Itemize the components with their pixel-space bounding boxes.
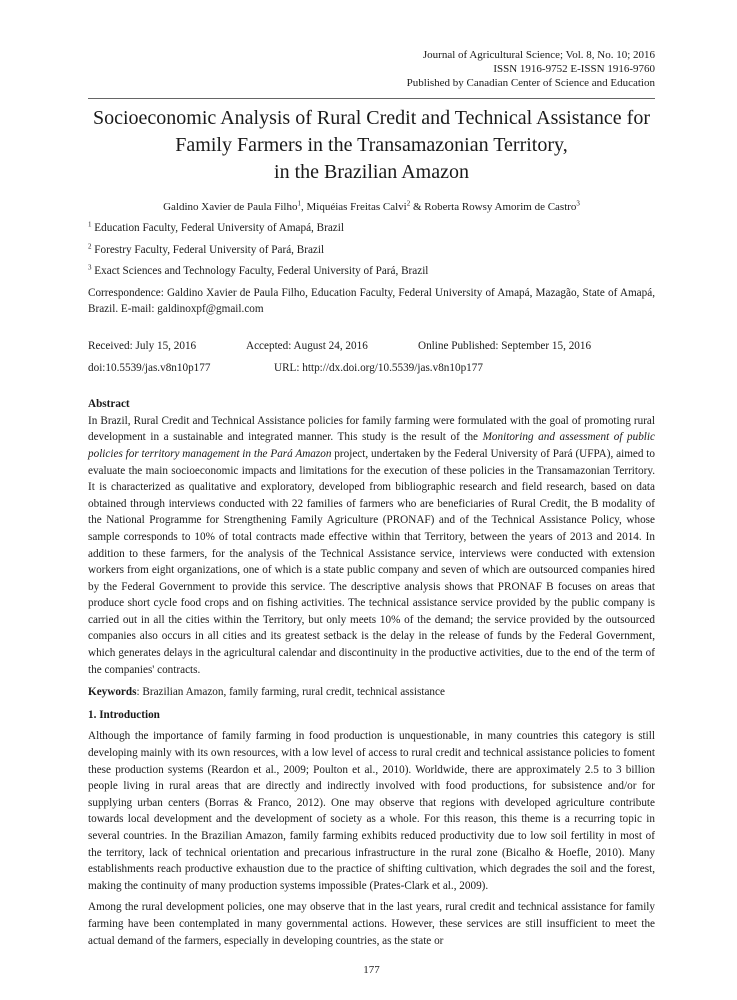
doi[interactable]: doi:10.5539/jas.v8n10p177 [88,361,211,374]
affiliation [88,242,655,259]
affiliation-text: Forestry Faculty, Federal University of Pará, Brazil [94,243,325,256]
author: Roberta Rowsy Amorim de Castro [424,201,577,213]
abstract-text: In Brazil, Rural Credit and Technical Assistance policies for family farming were formulated with the goal of promoting rural development in a sustainable and integrated manner. This study is the result of the [88,414,655,444]
paragraph: Although the importance of family farming in food production is unquestionable, in many countries this category is still developing mainly with its own resources, with a low level of access to rural credit and technical assistance policies to foment these production systems (Reardon et al., 2009; Poulton et al., 2010). Worldwide, there are approximately 2.5 to 3 billion people living in rural areas that are directly and indirectly involved with food productions, for subsistence and/or for supplying urban centers (Borras & Franco, 2012). One may observe that regions with developed agriculture contribute towards local development and the development of society as a whole. For this reason, this theme is a recurring topic in several countries. In the Brazilian Amazon, family farming exhibits reduced productivity due to low soil fertility in most of the territory, lack of technical orientation and precarious infrastructure in the rural zone (Bicalho & Hoefle, 2010). Many establishments reach productive exhaustion due to the practice of shifting cultivation, which degrades the soil and the forest, making the continuity of many production systems impossible (Prates-Clark et al., 2009). [88,730,655,892]
affiliation [88,263,655,280]
title-line: in the Brazilian Amazon [274,161,469,183]
journal-info: Journal of Agricultural Science; Vol. 8, No. 10; 2016 [422,49,655,61]
publisher: Published by Canadian Center of Science and Education [406,77,655,89]
received-date: Received: July 15, 2016 [88,339,197,352]
url-link[interactable]: URL: http://dx.doi.org/10.5539/jas.v8n10p177 [274,361,483,374]
paragraph: Among the rural development policies, one may observe that in the last years, rural credit and technical assistance for family farming have been contemplated in many governmental actions. However, these services are still insufficient to meet the actual demand of the farmers, especially in developing countries, as the state or [88,901,655,947]
author-sup: 1 [297,199,301,208]
author-list [88,199,655,215]
abstract-text: project, undertaken by the Federal University of Pará (UFPA), aimed to evaluate the main socioeconomic impacts and limitations for the execution of these policies in the Transamazonian Territory. It is characterized as qualitative and exploratory, developed from bibliographic research and field research, based on data obtained through interviews conducted with 22 families of farmers who are beneficiaries of Rural Credit, the B modality of the National Programme for Strengthening Family Agriculture (PRONAF) and of the Technical Assistance Policy, whose sample corresponds to 10% of total contracts made effective within that Territory, between the years of 2013 and 2014. In addition to these farmers, for the analysis of the Technical Assistance service, interviews were conducted with extension workers from eight organizations, one of which is a state public company and seven of which are outsourced companies hired by the Federal Government to provide this service. The descriptive analysis shows that PRONAF B focuses on areas that produce short cycle food crops and on fishing activities. The technical assistance service provided by the public company is carried out in all the cities within the Territory, but only meets 10% of the demand; the service provided by the outsourced companies also occurs in all cities and its greatest setback is the delay in the release of funds by the Federal Government, which generates delays in the agricultural calendar and discontinuity in the productive activities, due to the end of the term of the companies' contracts. [88,447,655,676]
affiliation-num: 2 [88,241,92,250]
abstract-project-name: Monitoring and assessment of public policies for territory management in the Pará Amazon [88,431,655,460]
accepted-date: Accepted: August 24, 2016 [246,339,368,352]
doi-row [88,360,655,377]
abstract-heading: Abstract [88,398,130,411]
author: Galdino Xavier de Paula Filho [163,201,298,213]
title-line: Family Farmers in the Transamazonian Territory, [175,134,568,156]
affiliation-num: 1 [88,220,92,229]
running-header [88,48,655,90]
keywords-label: Keywords [88,686,137,699]
abstract-body [88,413,655,679]
affiliation-text: Exact Sciences and Technology Faculty, Federal University of Pará, Brazil [94,265,429,278]
affiliation-text: Education Faculty, Federal University of Amapá, Brazil [94,222,344,234]
header-divider [88,98,655,99]
published-date: Online Published: September 15, 2016 [418,339,592,352]
author: Miquéias Freitas Calvi [306,201,407,213]
author-sep: , [300,201,307,213]
issn: ISSN 1916-9752 E-ISSN 1916-9760 [493,63,655,75]
author-sep: & [410,201,425,213]
affiliation-num: 3 [88,263,92,272]
correspondence: Correspondence: Galdino Xavier de Paula Filho, Education Faculty, Federal University of Amapá, Mazagão, State of Amapá, Brazil. E-mail: galdinoxpf@gmail.com [88,286,655,316]
keywords-text: : Brazilian Amazon, family farming, rural credit, technical assistance [136,686,445,699]
section-heading-introduction: 1. Introduction [88,708,160,721]
keywords [88,684,655,701]
author-sup: 2 [406,199,411,208]
paper-title [60,105,683,186]
page-number: 177 [363,964,380,977]
author-sup: 3 [576,199,580,208]
title-line: Socioeconomic Analysis of Rural Credit and Technical Assistance for [93,107,650,129]
dates-row [88,338,655,355]
affiliation [88,220,655,237]
